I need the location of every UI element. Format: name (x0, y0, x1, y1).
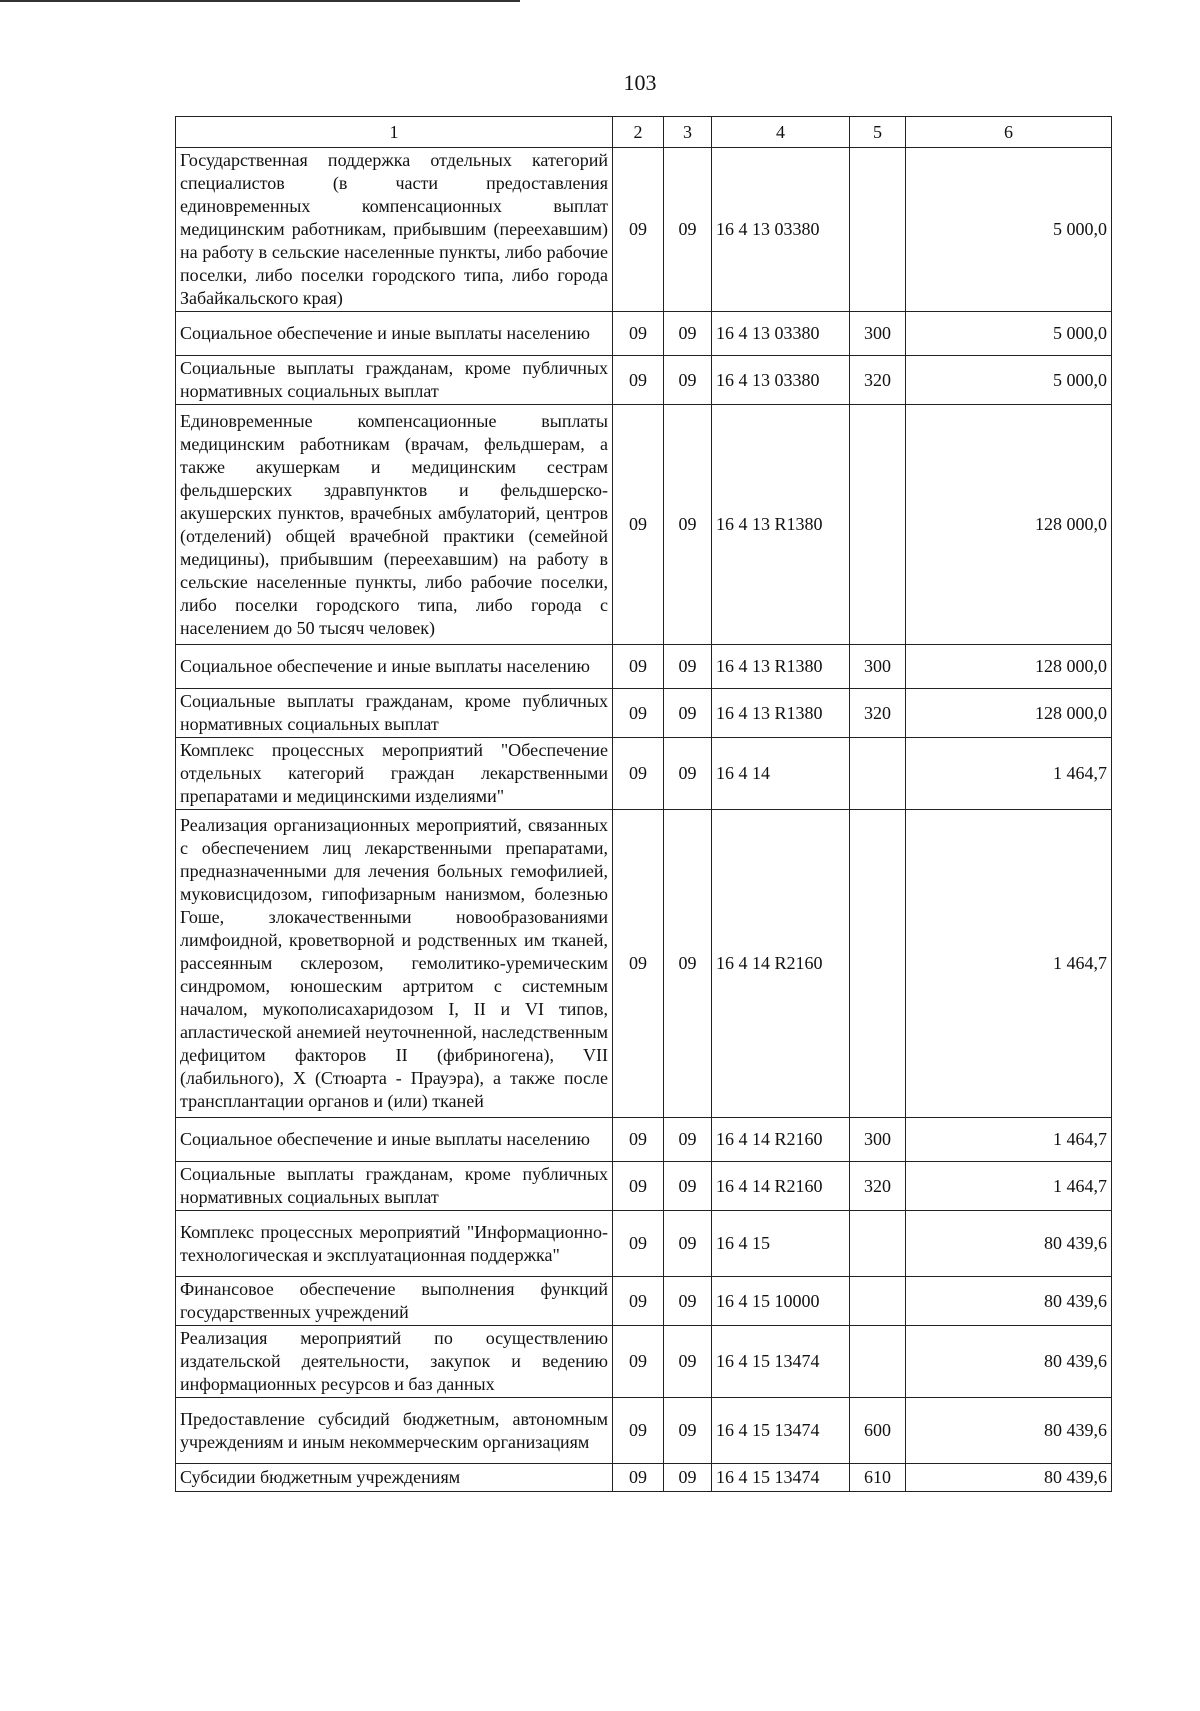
row-expense-type-cell: 320 (850, 689, 906, 738)
row-subsection-cell: 09 (664, 645, 712, 689)
row-name-cell: Реализация организационных мероприятий, связанных с обеспечением лиц лекарственными препаратами, предназначенными для лечения больных гемофилией, муковисцидозом, гипофизарным нанизмом, болезнью Гоше, злокачественными новообразованиями лимфоидной, кроветворной и родственных им тканей, рассеянным склерозом, гемолитико-уремическим синдромом, юношеским артритом с системным началом, мукополисахаридозом I, II и VI типов, апластической анемией неуточненной, наследственным дефицитом факторов II (фибриногена), VII (лабильного), X (Стюарта - Прауэра), а также после трансплантации органов и (или) тканей (176, 810, 613, 1118)
row-name-cell: Социальное обеспечение и иные выплаты населению (176, 1118, 613, 1162)
table-row (176, 356, 1112, 405)
row-name-cell: Социальные выплаты гражданам, кроме публичных нормативных социальных выплат (176, 356, 613, 405)
row-amount-cell: 80 439,6 (906, 1211, 1112, 1277)
row-subsection-cell: 09 (664, 1464, 712, 1492)
row-target-code-cell: 16 4 15 10000 (712, 1277, 850, 1326)
row-name-cell: Субсидии бюджетным учреждениям (176, 1464, 613, 1492)
row-amount-cell: 128 000,0 (906, 645, 1112, 689)
row-name-cell: Реализация мероприятий по осуществлению издательской деятельности, закупок и ведению информационных ресурсов и баз данных (176, 1326, 613, 1398)
row-expense-type-cell (850, 148, 906, 312)
row-amount-cell: 128 000,0 (906, 689, 1112, 738)
row-expense-type-cell: 320 (850, 356, 906, 405)
row-subsection-cell: 09 (664, 1162, 712, 1211)
row-subsection-cell: 09 (664, 1277, 712, 1326)
row-section-cell: 09 (613, 312, 664, 356)
row-subsection-cell: 09 (664, 738, 712, 810)
header-col-4: 4 (712, 117, 850, 148)
table-row (176, 1162, 1112, 1211)
row-target-code-cell: 16 4 15 13474 (712, 1326, 850, 1398)
row-name-cell: Социальное обеспечение и иные выплаты населению (176, 312, 613, 356)
row-target-code-cell: 16 4 13 R1380 (712, 689, 850, 738)
row-name-cell: Социальное обеспечение и иные выплаты населению (176, 645, 613, 689)
table-row (176, 405, 1112, 645)
row-amount-cell: 1 464,7 (906, 1162, 1112, 1211)
row-target-code-cell: 16 4 14 R2160 (712, 810, 850, 1118)
row-expense-type-cell (850, 1211, 906, 1277)
row-subsection-cell: 09 (664, 1398, 712, 1464)
row-subsection-cell: 09 (664, 1326, 712, 1398)
row-target-code-cell: 16 4 14 R2160 (712, 1118, 850, 1162)
row-section-cell: 09 (613, 1162, 664, 1211)
row-target-code-cell: 16 4 13 R1380 (712, 645, 850, 689)
row-name-cell: Комплекс процессных мероприятий "Обеспечение отдельных категорий граждан лекарственными препаратами и медицинскими изделиями" (176, 738, 613, 810)
row-expense-type-cell (850, 738, 906, 810)
table-row (176, 645, 1112, 689)
header-col-3: 3 (664, 117, 712, 148)
row-expense-type-cell (850, 1326, 906, 1398)
table-row (176, 1277, 1112, 1326)
row-amount-cell: 1 464,7 (906, 810, 1112, 1118)
row-section-cell: 09 (613, 738, 664, 810)
row-target-code-cell: 16 4 13 03380 (712, 148, 850, 312)
row-section-cell: 09 (613, 1118, 664, 1162)
row-section-cell: 09 (613, 1277, 664, 1326)
table-row (176, 810, 1112, 1118)
table-row (176, 1464, 1112, 1492)
table-row (176, 738, 1112, 810)
row-target-code-cell: 16 4 15 13474 (712, 1398, 850, 1464)
row-target-code-cell: 16 4 13 R1380 (712, 405, 850, 645)
row-expense-type-cell (850, 810, 906, 1118)
table-row (176, 1326, 1112, 1398)
row-subsection-cell: 09 (664, 405, 712, 645)
table-body (176, 117, 1112, 1492)
row-target-code-cell: 16 4 13 03380 (712, 312, 850, 356)
row-section-cell: 09 (613, 810, 664, 1118)
row-amount-cell: 80 439,6 (906, 1277, 1112, 1326)
row-amount-cell: 80 439,6 (906, 1464, 1112, 1492)
row-name-cell: Единовременные компенсационные выплаты медицинским работникам (врачам, фельдшерам, а также акушеркам и медицинским сестрам фельдшерских здравпунктов и фельдшерско-акушерских пунктов, врачебных амбулаторий, центров (отделений) общей врачебной практики (семейной медицины), прибывшим (переехавшим) на работу в сельские населенные пункты, либо рабочие поселки, либо поселки городского типа, либо города с населением до 50 тысяч человек) (176, 405, 613, 645)
table-header-row (176, 117, 1112, 148)
row-name-cell: Финансовое обеспечение выполнения функций государственных учреждений (176, 1277, 613, 1326)
row-target-code-cell: 16 4 14 R2160 (712, 1162, 850, 1211)
row-subsection-cell: 09 (664, 312, 712, 356)
header-col-2: 2 (613, 117, 664, 148)
row-subsection-cell: 09 (664, 810, 712, 1118)
row-name-cell: Социальные выплаты гражданам, кроме публичных нормативных социальных выплат (176, 1162, 613, 1211)
row-section-cell: 09 (613, 1398, 664, 1464)
header-col-5: 5 (850, 117, 906, 148)
row-amount-cell: 80 439,6 (906, 1326, 1112, 1398)
row-expense-type-cell (850, 405, 906, 645)
table-row (176, 312, 1112, 356)
row-section-cell: 09 (613, 645, 664, 689)
table-row (176, 1118, 1112, 1162)
row-amount-cell: 5 000,0 (906, 148, 1112, 312)
row-target-code-cell: 16 4 15 (712, 1211, 850, 1277)
page-number: 103 (623, 70, 657, 95)
row-subsection-cell: 09 (664, 356, 712, 405)
row-expense-type-cell (850, 1277, 906, 1326)
row-name-cell: Предоставление субсидий бюджетным, автономным учреждениям и иным некоммерческим организациям (176, 1398, 613, 1464)
row-name-cell: Социальные выплаты гражданам, кроме публичных нормативных социальных выплат (176, 689, 613, 738)
row-subsection-cell: 09 (664, 148, 712, 312)
row-subsection-cell: 09 (664, 1118, 712, 1162)
row-expense-type-cell: 610 (850, 1464, 906, 1492)
row-section-cell: 09 (613, 405, 664, 645)
row-amount-cell: 128 000,0 (906, 405, 1112, 645)
row-expense-type-cell: 320 (850, 1162, 906, 1211)
row-subsection-cell: 09 (664, 689, 712, 738)
row-target-code-cell: 16 4 15 13474 (712, 1464, 850, 1492)
row-target-code-cell: 16 4 13 03380 (712, 356, 850, 405)
row-section-cell: 09 (613, 148, 664, 312)
row-expense-type-cell: 300 (850, 645, 906, 689)
table-row (176, 1398, 1112, 1464)
row-section-cell: 09 (613, 689, 664, 738)
row-expense-type-cell: 300 (850, 1118, 906, 1162)
row-section-cell: 09 (613, 1326, 664, 1398)
budget-table (175, 116, 1112, 1492)
row-target-code-cell: 16 4 14 (712, 738, 850, 810)
row-subsection-cell: 09 (664, 1211, 712, 1277)
row-name-cell: Комплекс процессных мероприятий "Информационно-технологическая и эксплуатационная поддержка" (176, 1211, 613, 1277)
row-amount-cell: 80 439,6 (906, 1398, 1112, 1464)
scan-edge-line (0, 0, 520, 2)
header-col-1: 1 (176, 117, 613, 148)
table-row (176, 689, 1112, 738)
row-amount-cell: 1 464,7 (906, 738, 1112, 810)
row-section-cell: 09 (613, 1464, 664, 1492)
row-expense-type-cell: 600 (850, 1398, 906, 1464)
header-col-6: 6 (906, 117, 1112, 148)
row-expense-type-cell: 300 (850, 312, 906, 356)
row-amount-cell: 5 000,0 (906, 356, 1112, 405)
row-section-cell: 09 (613, 356, 664, 405)
row-name-cell: Государственная поддержка отдельных категорий специалистов (в части предоставления единовременных компенсационных выплат медицинским работникам, прибывшим (переехавшим) на работу в сельские населенные пункты, либо рабочие поселки, либо поселки городского типа, либо города Забайкальского края) (176, 148, 613, 312)
row-section-cell: 09 (613, 1211, 664, 1277)
row-amount-cell: 1 464,7 (906, 1118, 1112, 1162)
table-row (176, 1211, 1112, 1277)
row-amount-cell: 5 000,0 (906, 312, 1112, 356)
table-row (176, 148, 1112, 312)
